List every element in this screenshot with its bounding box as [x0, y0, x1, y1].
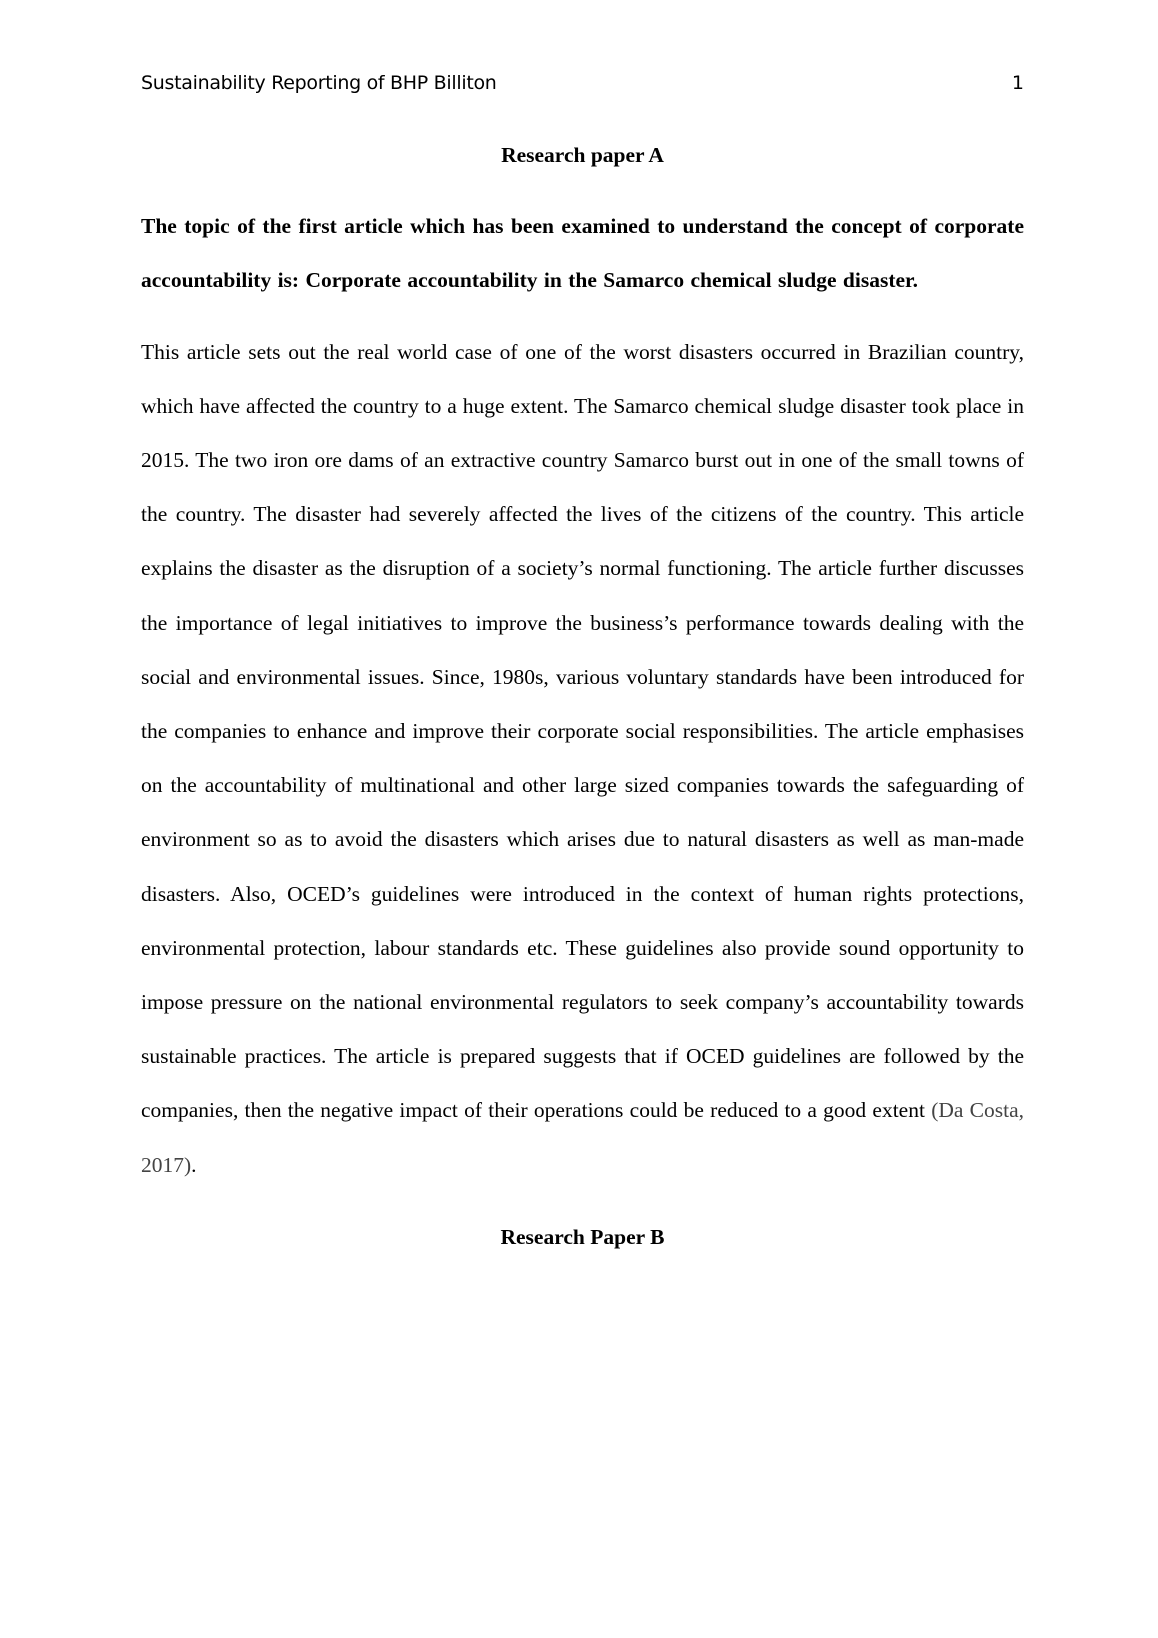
page-number: 1	[1011, 72, 1024, 94]
article-summary-text: This article sets out the real world case of one of the worst disasters occurred in Brazilian country, which have affected the country to a huge extent. The Samarco chemical sludge disaster took place in 2015. The two iron ore dams of an extractive country Samarco burst out in one of the small towns of the country. The disaster had severely affected the lives of the citizens of the country. This article explains the disaster as the disruption of a society’s normal functioning. The article further discusses the importance of legal initiatives to improve the business’s performance towards dealing with the social and environmental issues. Since, 1980s, various voluntary standards have been introduced for the companies to enhance and improve their corporate social responsibilities. The article emphasises on the accountability of multinational and other large sized companies towards the safeguarding of environment so as to avoid the disasters which arises due to natural disasters as well as man-made disasters. Also, OCED’s guidelines were introduced in the context of human rights protections, environmental protection, labour standards etc. These guidelines also provide sound opportunity to impose pressure on the national environmental regulators to seek company’s accountability towards sustainable practices. The article is prepared suggests that if OCED guidelines are followed by the companies, then the negative impact of their operations could be reduced to a good extent	[141, 339, 1024, 1123]
article-topic: The topic of the first article which has been examined to understand the concept of corporate accountability is: Corporate accountability in the Samarco chemical sludge disaster.	[141, 214, 1024, 293]
research-paper-a-heading: Research paper A	[501, 143, 664, 167]
document-body	[141, 128, 1024, 1264]
header-title: Sustainability Reporting of BHP Billiton	[141, 72, 497, 94]
article-summary-paragraph	[141, 325, 1024, 1192]
sentence-end: .	[191, 1152, 197, 1177]
research-paper-b-heading: Research Paper B	[500, 1224, 665, 1249]
citation: (Da Costa, 2017)	[141, 1098, 1024, 1177]
running-header	[141, 70, 1024, 96]
